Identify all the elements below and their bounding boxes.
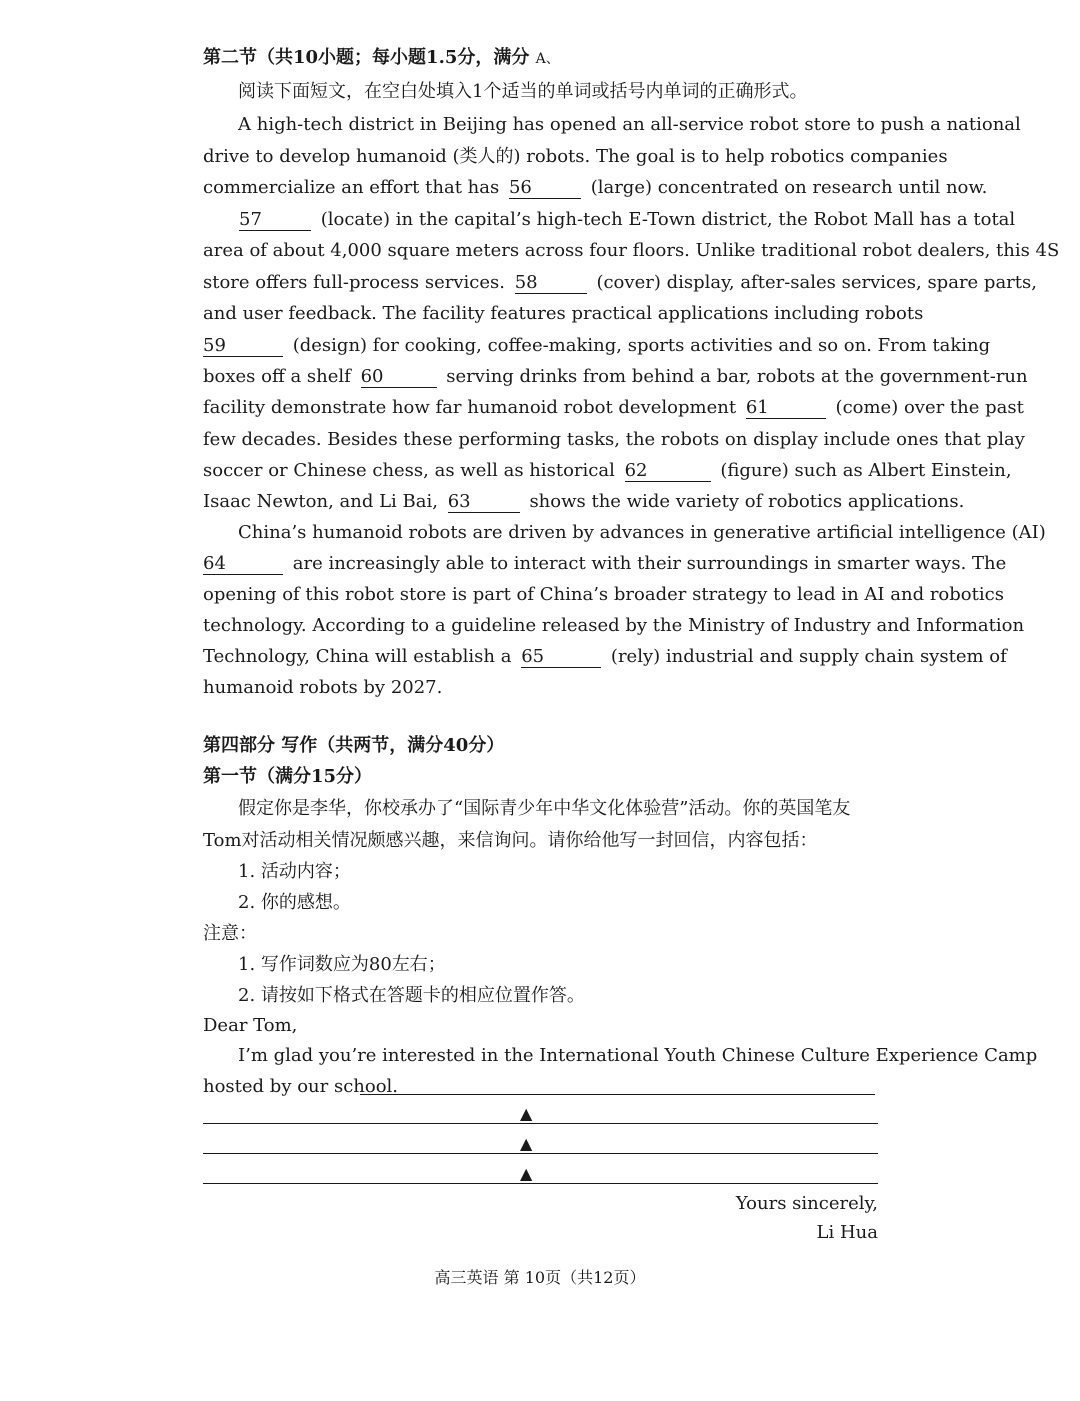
passage-line: technology. According to a guideline released by the Ministry of Industry and Information: [203, 615, 1025, 636]
passage-text: (large) concentrated on research until now.: [590, 177, 988, 198]
triangle-marker-icon: ▲: [520, 1134, 533, 1153]
passage-text: (locate) in the capital’s high-tech E-Town district, the Robot Mall has a total: [320, 209, 1016, 230]
note-item: 2. 请按如下格式在答题卡的相应位置作答。: [238, 985, 585, 1006]
blank-63[interactable]: 63: [448, 492, 520, 513]
section-heading-tail: A、: [535, 51, 560, 67]
letter-line: I’m glad you’re interested in the International Youth Chinese Culture Experience Camp: [238, 1045, 1038, 1066]
passage-line: [203, 334, 991, 358]
note-label: 注意：: [203, 923, 257, 944]
note-item: 1. 写作词数应为80左右；: [238, 954, 446, 975]
prompt-item: 1. 活动内容；: [238, 861, 351, 882]
blank-65[interactable]: 65: [521, 647, 601, 668]
passage-text: Technology, China will establish a: [203, 646, 512, 667]
prompt-line: Tom对活动相关情况颇感兴趣，来信询问。请你给他写一封回信，内容包括：: [203, 830, 818, 851]
passage-text: boxes off a shelf: [203, 366, 351, 387]
answer-line[interactable]: [360, 1094, 875, 1095]
passage-line: [203, 176, 988, 200]
passage-text: Isaac Newton, and Li Bai,: [203, 491, 438, 512]
passage-line: opening of this robot store is part of China’s broader strategy to lead in AI and robotics: [203, 584, 1004, 605]
letter-greeting: Dear Tom,: [203, 1015, 298, 1036]
passage-text: (cover) display, after-sales services, spare parts,: [596, 272, 1037, 293]
passage-text: soccer or Chinese chess, as well as historical: [203, 460, 615, 481]
subsection-heading: 第一节（满分15分）: [203, 766, 373, 787]
passage-line: [203, 396, 1024, 420]
section-heading: [203, 46, 881, 71]
passage-line: A high-tech district in Beijing has opened an all-service robot store to push a national: [238, 114, 1021, 135]
passage-text: (come) over the past: [835, 397, 1024, 418]
blank-56[interactable]: 56: [509, 178, 581, 199]
letter-signature: Li Hua: [816, 1222, 878, 1243]
blank-60[interactable]: 60: [361, 367, 437, 388]
blank-62[interactable]: 62: [625, 461, 711, 482]
passage-line: area of about 4,000 square meters across four floors. Unlike traditional robot dealers, this 4S: [203, 240, 1060, 261]
passage-text: store offers full-process services.: [203, 272, 505, 293]
passage-line: China’s humanoid robots are driven by advances in generative artificial intelligence (AI): [238, 522, 1046, 543]
blank-57[interactable]: 57: [239, 210, 311, 231]
triangle-marker-icon: ▲: [520, 1104, 533, 1123]
passage-line: [203, 208, 1016, 232]
passage-text: (rely) industrial and supply chain system of: [610, 646, 1007, 667]
passage-text: facility demonstrate how far humanoid robot development: [203, 397, 737, 418]
passage-line: [203, 552, 1007, 576]
page-footer: 高三英语 第 10页（共12页）: [434, 1268, 646, 1287]
passage-line: [203, 459, 1012, 483]
answer-line[interactable]: [203, 1183, 878, 1184]
passage-line: [203, 490, 965, 514]
prompt-line: 假定你是李华，你校承办了“国际青少年中华文化体验营”活动。你的英国笔友: [238, 798, 851, 819]
passage-line: few decades. Besides these performing tasks, the robots on display include ones that play: [203, 429, 1025, 450]
passage-text: (design) for cooking, coffee-making, sports activities and so on. From taking: [292, 335, 991, 356]
section-instruction: 阅读下面短文，在空白处填入1个适当的单词或括号内单词的正确形式。: [238, 81, 808, 102]
blank-64[interactable]: 64: [203, 554, 283, 575]
triangle-marker-icon: ▲: [520, 1164, 533, 1183]
passage-line: and user feedback. The facility features practical applications including robots: [203, 303, 924, 324]
blank-58[interactable]: 58: [515, 273, 587, 294]
letter-line: hosted by our school.: [203, 1076, 399, 1097]
blank-59[interactable]: 59: [203, 336, 283, 357]
passage-line: [203, 271, 1037, 295]
part-heading: 第四部分 写作（共两节，满分40分）: [203, 735, 505, 756]
passage-text: commercialize an effort that has: [203, 177, 500, 198]
blank-61[interactable]: 61: [746, 398, 826, 419]
answer-line[interactable]: [203, 1153, 878, 1154]
passage-text: are increasingly able to interact with their surroundings in smarter ways. The: [292, 553, 1007, 574]
passage-line: humanoid robots by 2027.: [203, 677, 443, 698]
section-heading-text: 第二节（共10小题；每小题1.5分，满分: [203, 47, 530, 68]
passage-line: drive to develop humanoid (类人的) robots. The goal is to help robotics companies: [203, 146, 948, 167]
passage-text: serving drinks from behind a bar, robots at the government-run: [446, 366, 1028, 387]
letter-closing: Yours sincerely,: [735, 1193, 878, 1214]
passage-text: (figure) such as Albert Einstein,: [720, 460, 1012, 481]
passage-text: shows the wide variety of robotics applications.: [529, 491, 965, 512]
passage-line: [203, 645, 1007, 669]
passage-line: [203, 365, 1028, 389]
answer-line[interactable]: [203, 1123, 878, 1124]
prompt-item: 2. 你的感想。: [238, 892, 351, 913]
